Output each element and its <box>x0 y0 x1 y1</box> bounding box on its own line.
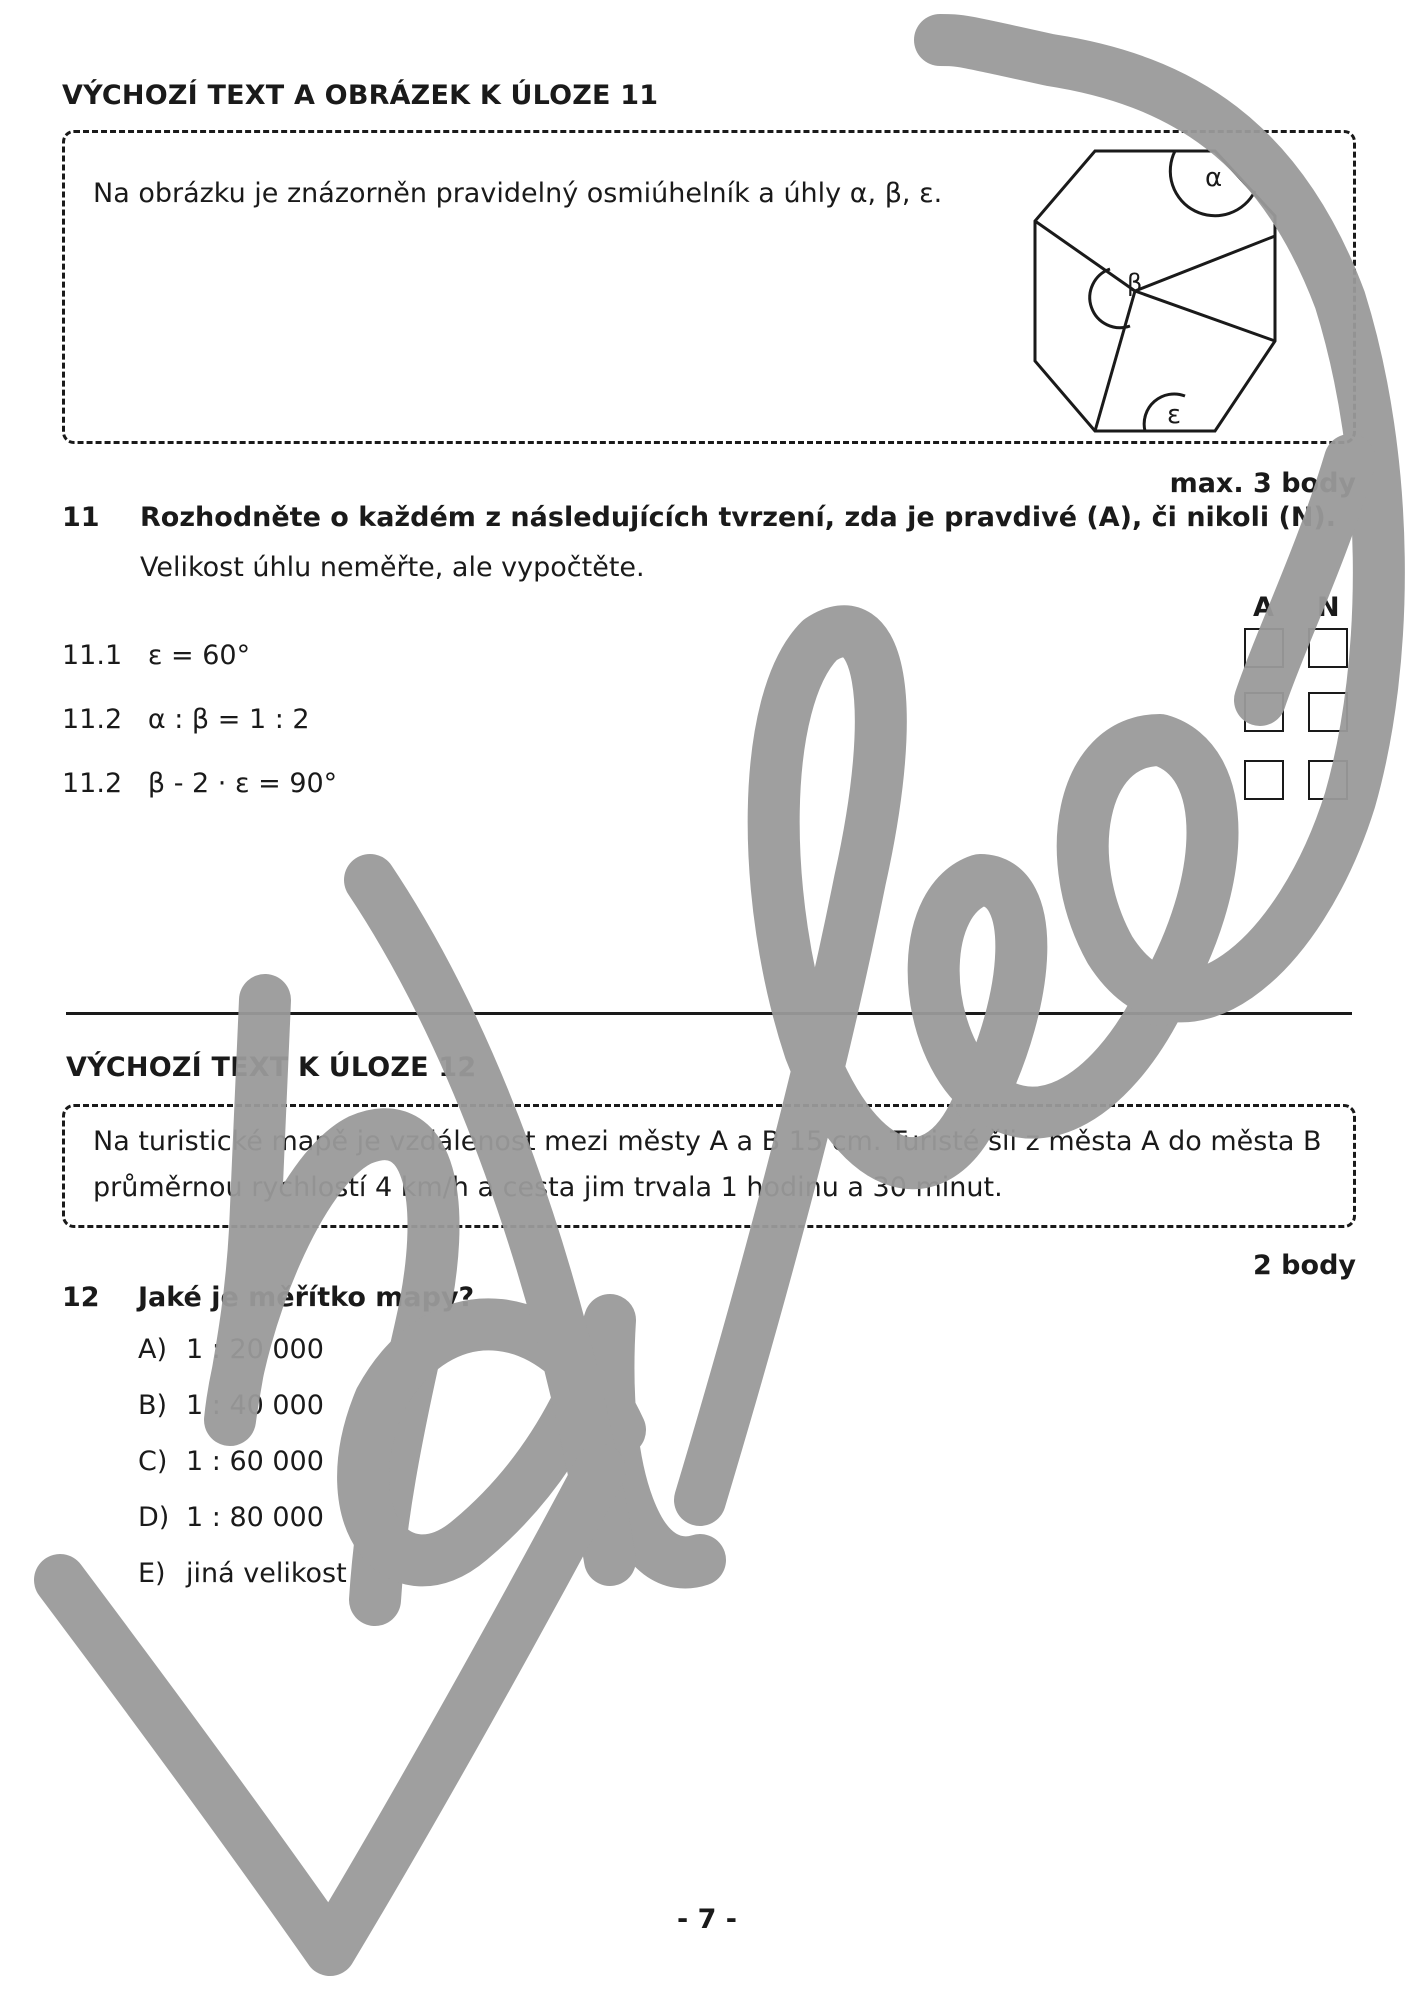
alpha-label: α <box>1205 163 1223 193</box>
section-12-intro-line1: Na turistické mapě je vzdálenost mezi městy A a B 15 cm. Turisté šli z města A do města B <box>93 1126 1322 1157</box>
statement-3-n-checkbox[interactable] <box>1308 760 1348 800</box>
column-n-header: N <box>1317 592 1340 623</box>
option-letter: D) <box>138 1502 170 1533</box>
octagon-figure <box>985 141 1345 441</box>
question-12-text: Jaké je měřítko mapy? <box>138 1282 475 1313</box>
option-text: 1 : 80 000 <box>186 1502 324 1533</box>
question-11-number: 11 <box>62 502 100 533</box>
option-text: jiná velikost <box>186 1558 347 1589</box>
statement-1 <box>62 640 250 671</box>
question-11-instruction: Velikost úhlu neměřte, ale vypočtěte. <box>140 552 645 583</box>
option-letter: A) <box>138 1334 168 1365</box>
statement-1-n-checkbox[interactable] <box>1308 628 1348 668</box>
beta-label: β <box>1127 269 1143 297</box>
option-b[interactable] <box>138 1390 324 1421</box>
statement-text: α : β = 1 : 2 <box>147 704 310 735</box>
page-number: - 7 - <box>677 1904 737 1935</box>
section-12-intro-line2: průměrnou rychlostí 4 km/h a cesta jim trvala 1 hodinu a 30 minut. <box>93 1172 1003 1203</box>
statement-3 <box>62 768 337 799</box>
statement-2 <box>62 704 310 735</box>
statement-number: 11.1 <box>62 640 123 671</box>
section-11-points: max. 3 body <box>1169 468 1356 499</box>
option-e[interactable] <box>138 1558 347 1589</box>
section-11-text-box <box>62 130 1356 444</box>
option-d[interactable] <box>138 1502 324 1533</box>
statement-text: ε = 60° <box>147 640 251 671</box>
section-divider <box>66 1012 1352 1015</box>
statement-3-a-checkbox[interactable] <box>1244 760 1284 800</box>
statement-number: 11.2 <box>62 768 123 799</box>
epsilon-label: ε <box>1167 400 1182 430</box>
question-11-text: Rozhodněte o každém z následujících tvrzení, zda je pravdivé (A), či nikoli (N). <box>140 502 1337 533</box>
section-12-text-box <box>62 1104 1356 1228</box>
section-11-intro: Na obrázku je znázorněn pravidelný osmiúhelník a úhly α, β, ε. <box>93 178 943 209</box>
section-12-heading: VÝCHOZÍ TEXT K ÚLOZE 12 <box>66 1052 477 1083</box>
option-a[interactable] <box>138 1334 324 1365</box>
option-letter: C) <box>138 1446 168 1477</box>
column-a-header: A <box>1253 592 1274 623</box>
question-12-number: 12 <box>62 1282 100 1313</box>
option-text: 1 : 60 000 <box>186 1446 324 1477</box>
statement-1-a-checkbox[interactable] <box>1244 628 1284 668</box>
statement-text: β - 2 · ε = 90° <box>147 768 338 799</box>
statement-2-n-checkbox[interactable] <box>1308 692 1348 732</box>
option-letter: E) <box>138 1558 166 1589</box>
option-letter: B) <box>138 1390 168 1421</box>
statement-number: 11.2 <box>62 704 123 735</box>
option-text: 1 : 20 000 <box>186 1334 324 1365</box>
option-c[interactable] <box>138 1446 324 1477</box>
section-11-heading: VÝCHOZÍ TEXT A OBRÁZEK K ÚLOZE 11 <box>62 80 659 111</box>
option-text: 1 : 40 000 <box>186 1390 324 1421</box>
section-12-points: 2 body <box>1253 1250 1356 1281</box>
statement-2-a-checkbox[interactable] <box>1244 692 1284 732</box>
